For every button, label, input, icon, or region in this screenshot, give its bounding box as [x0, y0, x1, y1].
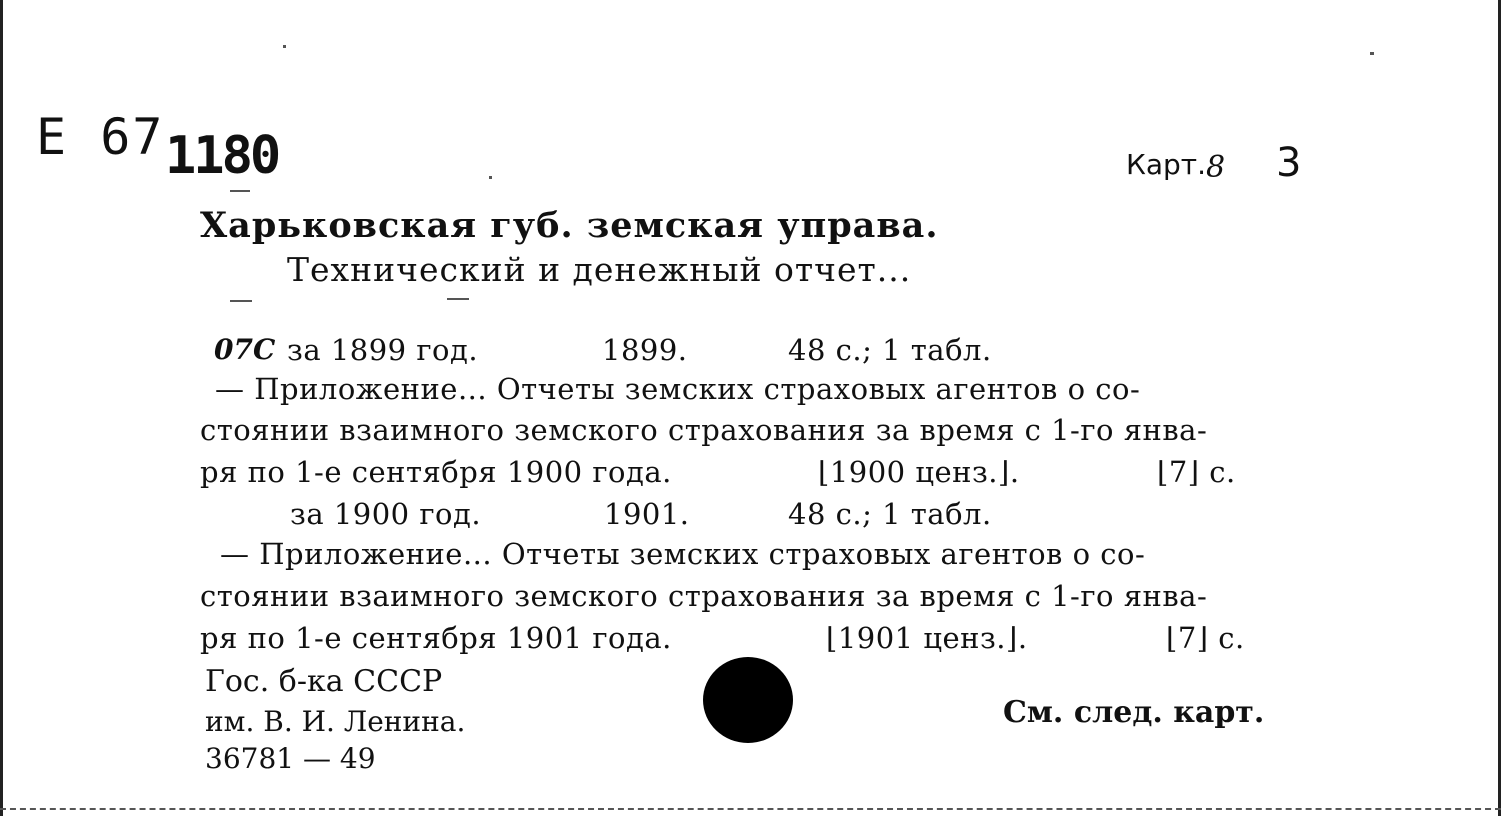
speck: [283, 45, 286, 48]
speck: [230, 190, 250, 192]
subheading: Технический и денежный отчет...: [287, 250, 912, 289]
appendix-line: ря по 1-е сентября 1900 года.: [200, 455, 672, 489]
appendix-censor: ⌊1900 ценз.⌋.: [818, 455, 1020, 489]
entry-pub-year: 1901.: [604, 497, 690, 531]
card-edge-bottom: [0, 808, 1501, 810]
entry-year-text: за 1900 год.: [290, 497, 482, 531]
library-name: Гос. б-ка СССР: [205, 664, 443, 699]
card-edge-left: [0, 0, 3, 816]
entry-pub-year: 1899.: [602, 333, 688, 367]
library-code: 36781 — 49: [205, 742, 376, 775]
stamp-marker: 07C: [214, 333, 276, 366]
see-next-card: См. след. карт.: [1003, 695, 1265, 730]
appendix-line: стоянии взаимного земского страхования за время с 1-го янва-: [200, 413, 1208, 447]
shelf-mark: E 67: [36, 108, 165, 166]
appendix-line: стоянии взаимного земского страхования за время с 1-го янва-: [200, 579, 1208, 613]
shelf-number: 1180: [165, 126, 279, 186]
appendix-line: ря по 1-е сентября 1901 года.: [200, 621, 672, 655]
entry-extent: 48 с.; 1 табл.: [788, 497, 992, 531]
speck: [230, 300, 252, 302]
appendix-line: — Приложение... Отчеты земских страховых агентов о со-: [215, 372, 1141, 406]
speck: [447, 298, 469, 300]
appendix-extent: ⌊7⌋ с.: [1166, 621, 1245, 655]
card-strike-number: 8: [1206, 150, 1226, 185]
library-name-suffix: им. В. И. Ленина.: [205, 705, 466, 738]
appendix-censor: ⌊1901 ценз.⌋.: [826, 621, 1028, 655]
appendix-line: — Приложение... Отчеты земских страховых агентов о со-: [220, 537, 1146, 571]
speck: [489, 176, 492, 179]
card-label: Карт.: [1126, 148, 1207, 181]
appendix-extent: ⌊7⌋ с.: [1157, 455, 1236, 489]
heading: Харьковская губ. земская управа.: [200, 205, 939, 246]
card-number: 3: [1276, 140, 1302, 186]
punch-hole: [703, 657, 793, 743]
entry-extent: 48 с.; 1 табл.: [788, 333, 992, 367]
speck: [1370, 52, 1374, 55]
entry-year-text: за 1899 год.: [287, 333, 479, 367]
